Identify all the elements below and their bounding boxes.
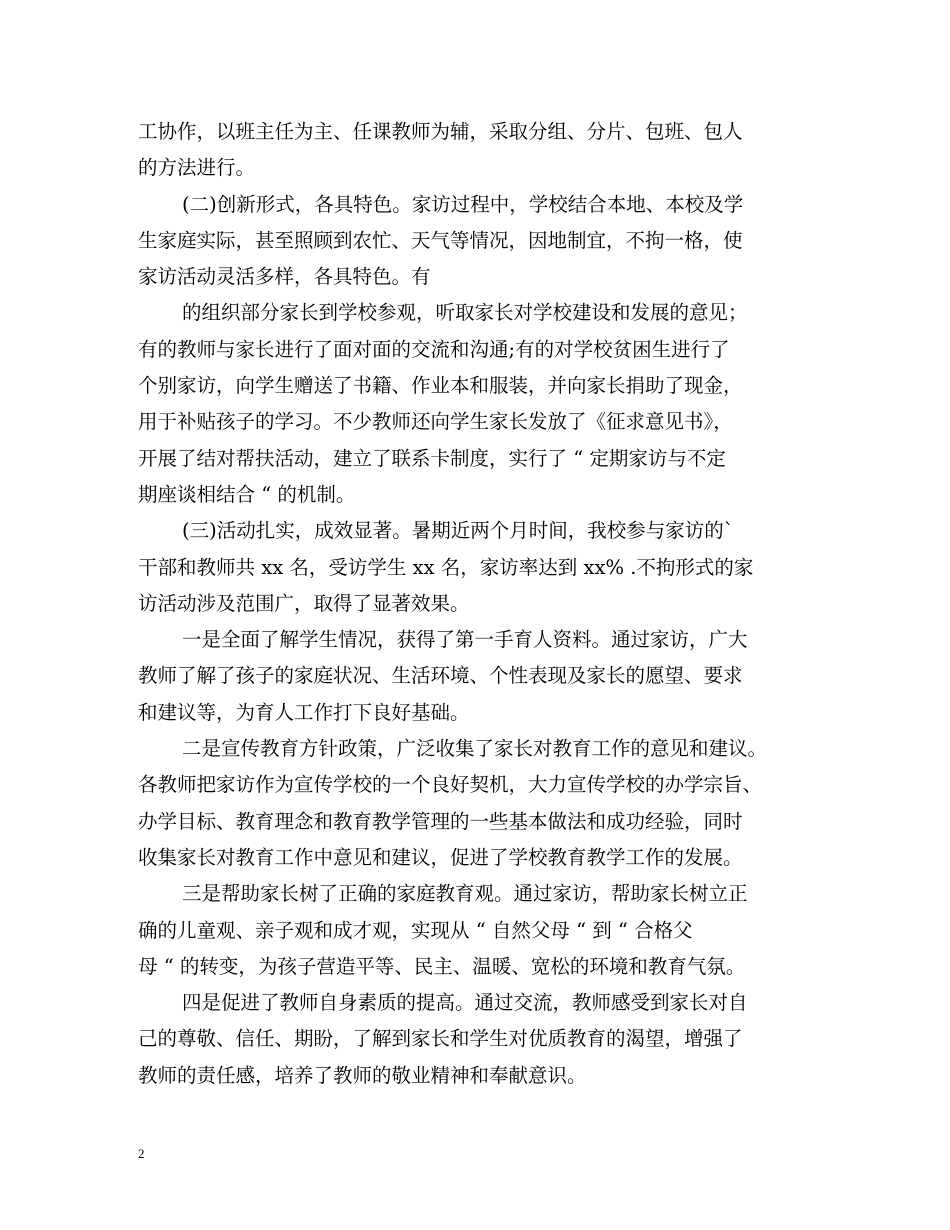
text-line: 办学目标、教育理念和教育教学管理的一些基本做法和成功经验，同时 (138, 809, 743, 833)
text-line: 四是促进了教师自身素质的提高。通过交流，教师感受到家长对自 (182, 991, 748, 1015)
text-line: 的组织部分家长到学校参观，听取家长对学校建设和发展的意见； (182, 301, 748, 325)
text-line: 母 “ 的转变，为孩子营造平等、民主、温暖、宽松的环境和教育气氛。 (138, 954, 746, 978)
text-line: 二是宣传教育方针政策，广泛收集了家长对教育工作的意见和建议。 (182, 737, 768, 761)
body-text (138, 114, 818, 1094)
text-line: (三)活动扎实，成效显著。暑期近两个月时间，我校参与家访的` (182, 519, 734, 543)
text-line: 生家庭实际，甚至照顾到农忙、天气等情况，因地制宜，不拘一格，使 (138, 228, 743, 252)
page-number: 2 (138, 1146, 145, 1161)
text-line: 教师了解了孩子的家庭状况、生活环境、个性表现及家长的愿望、要求 (138, 664, 743, 688)
text-line: 家访活动灵活多样，各具特色。有 (138, 265, 431, 289)
text-line: 的方法进行。 (138, 156, 256, 180)
text-line: 个别家访，向学生赠送了书籍、作业本和服装，并向家长捐助了现金， (138, 374, 743, 398)
text-line: 期座谈相结合 “ 的机制。 (138, 482, 356, 506)
text-line: 一是全面了解学生情况，获得了第一手育人资料。通过家访，广大 (182, 628, 748, 652)
text-line: 开展了结对帮扶活动，建立了联系卡制度，实行了 “ 定期家访与不定 (138, 446, 726, 470)
text-line: 访活动涉及范围广，取得了显著效果。 (138, 591, 470, 615)
text-line: 工协作，以班主任为主、任课教师为辅，采取分组、分片、包班、包人 (138, 120, 743, 143)
text-line: (二)创新形式，各具特色。家访过程中，学校结合本地、本校及学 (182, 192, 744, 216)
text-line: 己的尊敬、信任、期盼，了解到家长和学生对优质教育的渴望，增强了 (138, 1027, 743, 1051)
text-line: 收集家长对教育工作中意见和建议，促进了学校教育教学工作的发展。 (138, 845, 743, 869)
text-line: 教师的责任感，培养了教师的敬业精神和奉献意识。 (138, 1063, 587, 1087)
text-line: 各教师把家访作为宣传学校的一个良好契机，大力宣传学校的办学宗旨、 (138, 773, 763, 797)
text-line: 有的教师与家长进行了面对面的交流和沟通;有的对学校贫困生进行了 (138, 337, 730, 361)
text-line: 和建议等，为育人工作打下良好基础。 (138, 700, 470, 724)
text-line: 确的儿童观、亲子观和成才观，实现从 “ 自然父母 “ 到 “ 合格父 (138, 918, 693, 942)
text-line: 用于补贴孩子的学习。不少教师还向学生家长发放了《征求意见书》， (138, 410, 733, 434)
text-line: 干部和教师共 xx 名，受访学生 xx 名，家访率达到 xx% .不拘形式的家 (138, 555, 754, 579)
text-line: 三是帮助家长树了正确的家庭教育观。通过家访，帮助家长树立正 (182, 882, 748, 906)
